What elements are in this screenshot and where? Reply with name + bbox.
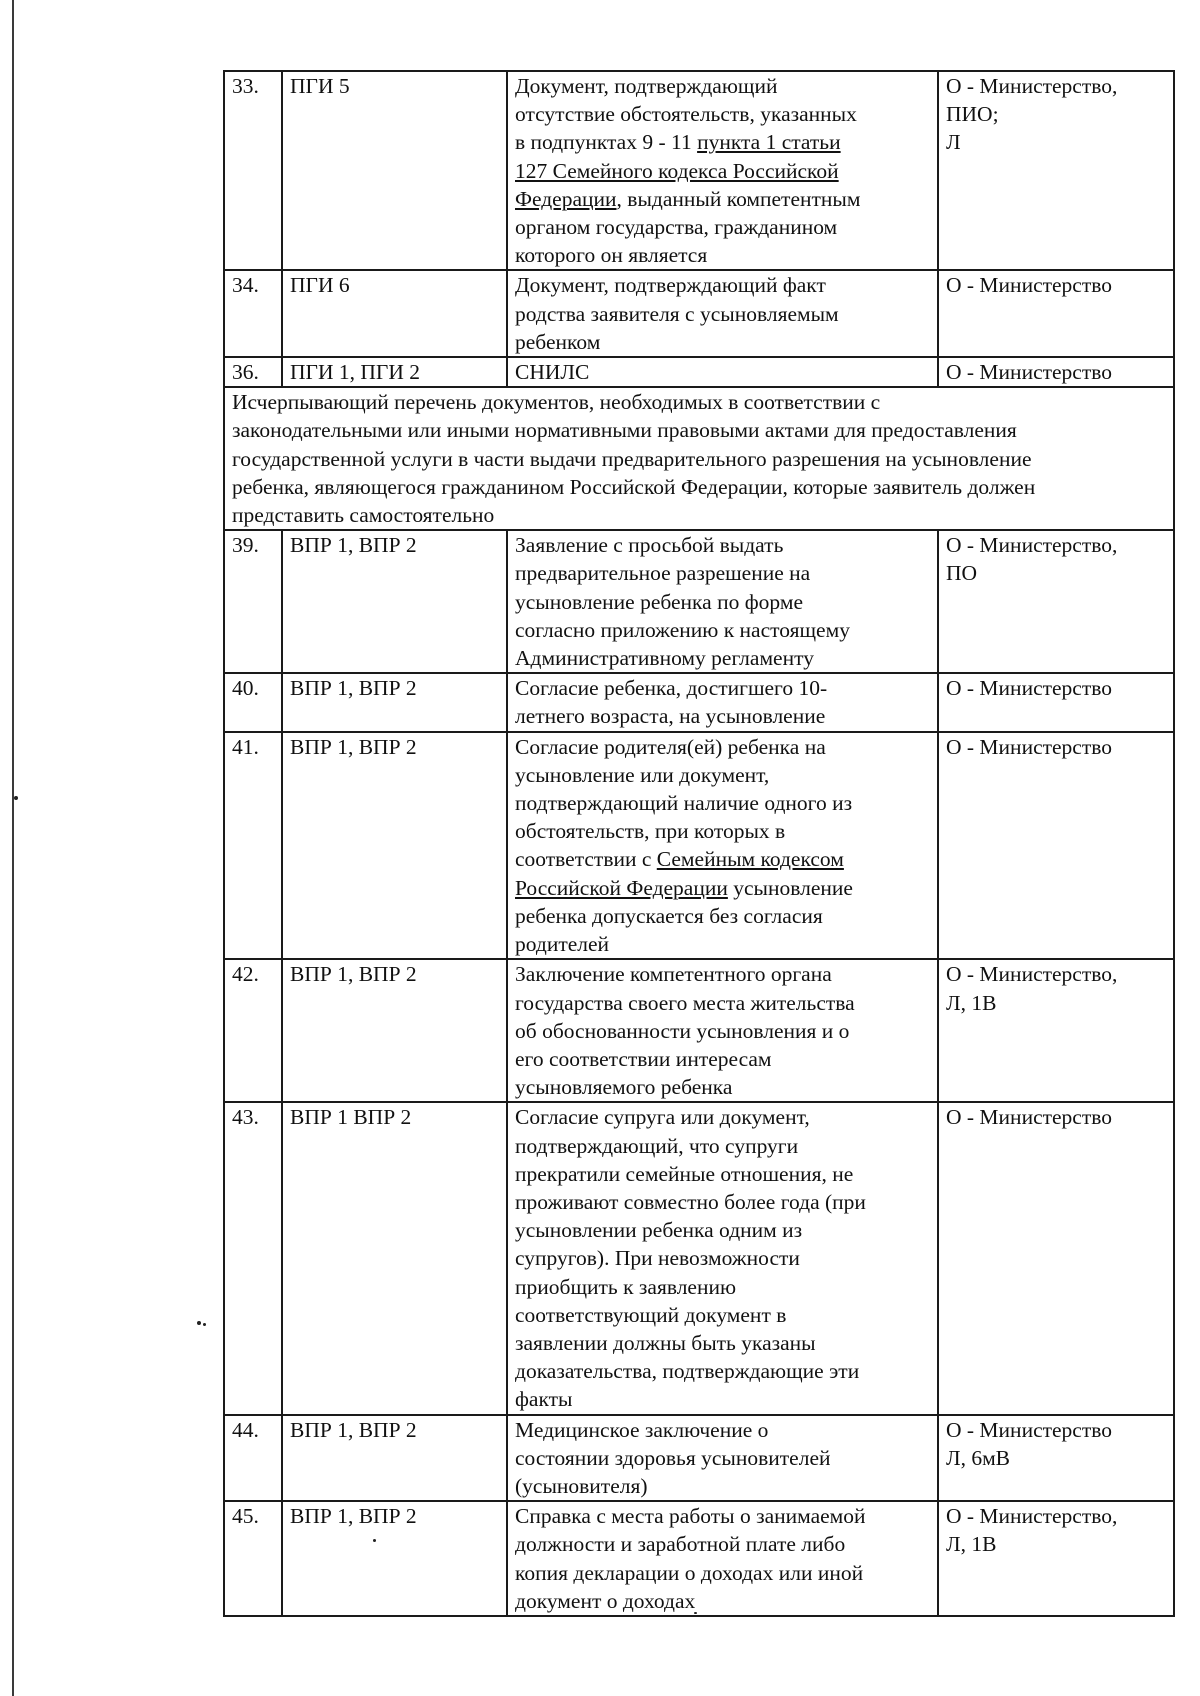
row-organization <box>938 673 1174 731</box>
organization-line: О - Министерство, <box>946 962 1118 987</box>
description-text: согласно приложению к настоящему <box>515 617 850 642</box>
description-line <box>515 702 931 730</box>
description-text: СНИЛС <box>515 360 590 385</box>
description-line <box>515 531 931 559</box>
description-text: Согласие ребенка, достигшего 10- <box>515 676 828 701</box>
description-line <box>515 1244 931 1272</box>
section-line: Исчерпывающий перечень документов, необходимых в соответствии с <box>232 390 881 415</box>
description-link-text: Российской Федерации <box>515 875 728 900</box>
description-text: Согласие родителя(ей) ребенка на <box>515 734 826 759</box>
row-number: 44. <box>224 1415 282 1502</box>
description-text: супругов). При невозможности <box>515 1246 800 1271</box>
description-text: копия декларации о доходах или иной <box>515 1560 864 1585</box>
description-line <box>515 789 931 817</box>
row-organization <box>938 530 1174 673</box>
description-text: об обоснованности усыновления и о <box>515 1018 850 1043</box>
organization-line: О - Министерство <box>946 1105 1112 1130</box>
description-line <box>515 213 931 241</box>
description-line <box>515 1103 931 1131</box>
description-text: органом государства, гражданином <box>515 215 838 240</box>
description-text: усыновление ребенка по форме <box>515 589 803 614</box>
description-text: в подпунктах 9 - 11 <box>515 130 698 155</box>
description-text: Документ, подтверждающий <box>515 74 778 98</box>
description-line <box>515 1587 931 1615</box>
description-text: должности и заработной плате либо <box>515 1532 846 1557</box>
description-line <box>515 733 931 761</box>
description-line <box>515 1017 931 1045</box>
row-description <box>507 1102 938 1414</box>
table-row <box>224 732 1174 960</box>
description-line <box>515 358 931 386</box>
description-line <box>515 845 931 873</box>
scan-speck <box>197 1321 201 1325</box>
description-text: предварительное разрешение на <box>515 561 811 586</box>
description-text: Заключение компетентного органа <box>515 962 832 987</box>
description-line <box>515 930 931 958</box>
description-line <box>515 874 931 902</box>
row-description <box>507 71 938 270</box>
scan-speck <box>203 1323 206 1326</box>
description-text: усыновляемого ребенка <box>515 1075 733 1100</box>
organization-line: Л <box>946 130 961 155</box>
description-line <box>515 616 931 644</box>
organization-line: О - Министерство, <box>946 533 1118 558</box>
description-line <box>515 328 931 356</box>
description-text: состоянии здоровья усыновителей <box>515 1445 831 1470</box>
description-link-text: Семейным кодексом <box>656 847 844 872</box>
description-line <box>515 1301 931 1329</box>
documents-table-top-rows <box>224 71 1174 387</box>
row-description <box>507 270 938 357</box>
description-line <box>515 1559 931 1587</box>
description-line <box>515 817 931 845</box>
row-description <box>507 673 938 731</box>
table-row <box>224 1415 1174 1502</box>
row-code: ВПР 1, ВПР 2 <box>282 673 507 731</box>
table-row <box>224 357 1174 387</box>
section-header-text <box>224 387 1174 530</box>
row-code: ПГИ 5 <box>282 71 507 270</box>
description-line <box>515 185 931 213</box>
row-organization <box>938 959 1174 1102</box>
description-text: летнего возраста, на усыновление <box>515 704 826 729</box>
row-organization <box>938 270 1174 357</box>
description-link-text: пункта 1 статьи <box>697 130 841 155</box>
description-line <box>515 674 931 702</box>
section-line: государственной услуги в части выдачи предварительного разрешения на усыновление <box>232 446 1032 471</box>
row-code: ВПР 1, ВПР 2 <box>282 1501 507 1616</box>
organization-line: О - Министерство <box>946 273 1112 298</box>
organization-line: Л, 1В <box>946 1532 997 1557</box>
description-text: родителей <box>515 932 610 957</box>
description-text: приобщить к заявлению <box>515 1274 737 1299</box>
row-organization <box>938 1501 1174 1616</box>
description-text: (усыновителя) <box>515 1473 648 1498</box>
description-text: Медицинское заключение о <box>515 1417 769 1442</box>
description-line <box>515 128 931 156</box>
description-text: обстоятельств, при которых в <box>515 819 786 844</box>
description-text: прекратили семейные отношения, не <box>515 1161 854 1186</box>
documents-table-section <box>224 387 1174 530</box>
table-row <box>224 1102 1174 1414</box>
row-description <box>507 1415 938 1502</box>
description-line <box>515 1357 931 1385</box>
description-text: Заявление с просьбой выдать <box>515 533 784 558</box>
organization-line: ПИО; <box>946 102 999 127</box>
row-number: 43. <box>224 1102 282 1414</box>
description-text: подтверждающий, что супруги <box>515 1133 799 1158</box>
description-line <box>515 1188 931 1216</box>
description-line <box>515 1502 931 1530</box>
description-line <box>515 1416 931 1444</box>
description-text: ребенка допускается без согласия <box>515 903 823 928</box>
description-text: проживают совместно более года (при <box>515 1189 866 1214</box>
description-line <box>515 157 931 185</box>
description-text: отсутствие обстоятельств, указанных <box>515 102 857 127</box>
page-binding-line <box>12 0 14 1696</box>
description-text: его соответствии интересам <box>515 1046 772 1071</box>
description-line <box>515 300 931 328</box>
description-line <box>515 1385 931 1413</box>
row-code: ВПР 1 ВПР 2 <box>282 1102 507 1414</box>
row-organization <box>938 71 1174 270</box>
description-line <box>515 271 931 299</box>
description-line <box>515 1073 931 1101</box>
table-row <box>224 959 1174 1102</box>
row-code: ВПР 1, ВПР 2 <box>282 959 507 1102</box>
description-text: родства заявителя с усыновляемым <box>515 301 839 326</box>
description-text: , выданный компетентным <box>616 186 861 211</box>
description-line <box>515 1273 931 1301</box>
description-text: ребенком <box>515 329 601 354</box>
section-line: законодательными или иными нормативными правовыми актами для предоставления <box>232 418 1017 443</box>
description-text: доказательства, подтверждающие эти <box>515 1359 860 1384</box>
row-code: ВПР 1, ВПР 2 <box>282 732 507 960</box>
description-line <box>515 72 931 100</box>
row-description <box>507 530 938 673</box>
row-description <box>507 357 938 387</box>
organization-line: ПО <box>946 561 978 586</box>
row-number: 39. <box>224 530 282 673</box>
row-organization <box>938 1102 1174 1414</box>
description-line <box>515 960 931 988</box>
description-text: усыновление или документ, <box>515 762 770 787</box>
row-number: 33. <box>224 71 282 270</box>
section-line: ребенка, являющегося гражданином Российской Федерации, которые заявитель должен <box>232 474 1036 499</box>
description-text: Согласие супруга или документ, <box>515 1105 810 1130</box>
description-link-text: Федерации <box>515 186 617 211</box>
documents-table <box>223 70 1175 1617</box>
row-description <box>507 732 938 960</box>
description-line <box>515 644 931 672</box>
description-text: государства своего места жительства <box>515 990 855 1015</box>
row-organization <box>938 1415 1174 1502</box>
description-line <box>515 241 931 269</box>
row-description <box>507 959 938 1102</box>
description-line <box>515 1530 931 1558</box>
description-text: соответствии с <box>515 847 657 872</box>
row-number: 40. <box>224 673 282 731</box>
description-line <box>515 588 931 616</box>
description-line <box>515 1329 931 1357</box>
section-header-row <box>224 387 1174 530</box>
description-text: усыновлении ребенка одним из <box>515 1218 803 1243</box>
table-row <box>224 673 1174 731</box>
description-text: подтверждающий наличие одного из <box>515 791 853 816</box>
organization-line: О - Министерство, <box>946 74 1118 98</box>
description-line <box>515 1045 931 1073</box>
organization-line: О - Министерство <box>946 360 1112 385</box>
row-number: 41. <box>224 732 282 960</box>
documents-table-bottom-rows <box>224 530 1174 1616</box>
organization-line: Л, 6мВ <box>946 1445 1011 1470</box>
row-number: 45. <box>224 1501 282 1616</box>
organization-line: О - Министерство <box>946 1417 1112 1442</box>
table-row <box>224 530 1174 673</box>
row-code: ВПР 1, ВПР 2 <box>282 1415 507 1502</box>
row-number: 42. <box>224 959 282 1102</box>
description-text: документ о доходах <box>515 1588 696 1613</box>
description-line <box>515 1444 931 1472</box>
table-row <box>224 270 1174 357</box>
organization-line: О - Министерство <box>946 676 1112 701</box>
description-line <box>515 761 931 789</box>
row-organization <box>938 732 1174 960</box>
row-organization <box>938 357 1174 387</box>
description-text: Справка с места работы о занимаемой <box>515 1504 866 1529</box>
organization-line: О - Министерство <box>946 734 1112 759</box>
organization-line: О - Министерство, <box>946 1504 1118 1529</box>
scan-speck <box>14 796 18 800</box>
description-text: соответствующий документ в <box>515 1302 787 1327</box>
description-line <box>515 1160 931 1188</box>
description-text: усыновление <box>727 875 853 900</box>
description-line <box>515 1132 931 1160</box>
row-code: ВПР 1, ВПР 2 <box>282 530 507 673</box>
row-description <box>507 1501 938 1616</box>
description-line <box>515 1216 931 1244</box>
row-number: 36. <box>224 357 282 387</box>
description-line <box>515 1472 931 1500</box>
description-text: заявлении должны быть указаны <box>515 1330 816 1355</box>
description-line <box>515 902 931 930</box>
section-line: представить самостоятельно <box>232 503 495 528</box>
description-text: которого он является <box>515 243 708 268</box>
table-row <box>224 71 1174 270</box>
description-line <box>515 559 931 587</box>
description-text: Документ, подтверждающий факт <box>515 273 826 298</box>
organization-line: Л, 1В <box>946 990 997 1015</box>
description-link-text: 127 Семейного кодекса Российской <box>515 158 839 183</box>
description-text: Административному регламенту <box>515 646 814 671</box>
description-line <box>515 989 931 1017</box>
description-text: факты <box>515 1387 573 1412</box>
row-code: ПГИ 6 <box>282 270 507 357</box>
row-number: 34. <box>224 270 282 357</box>
description-line <box>515 100 931 128</box>
table-row <box>224 1501 1174 1616</box>
row-code: ПГИ 1, ПГИ 2 <box>282 357 507 387</box>
